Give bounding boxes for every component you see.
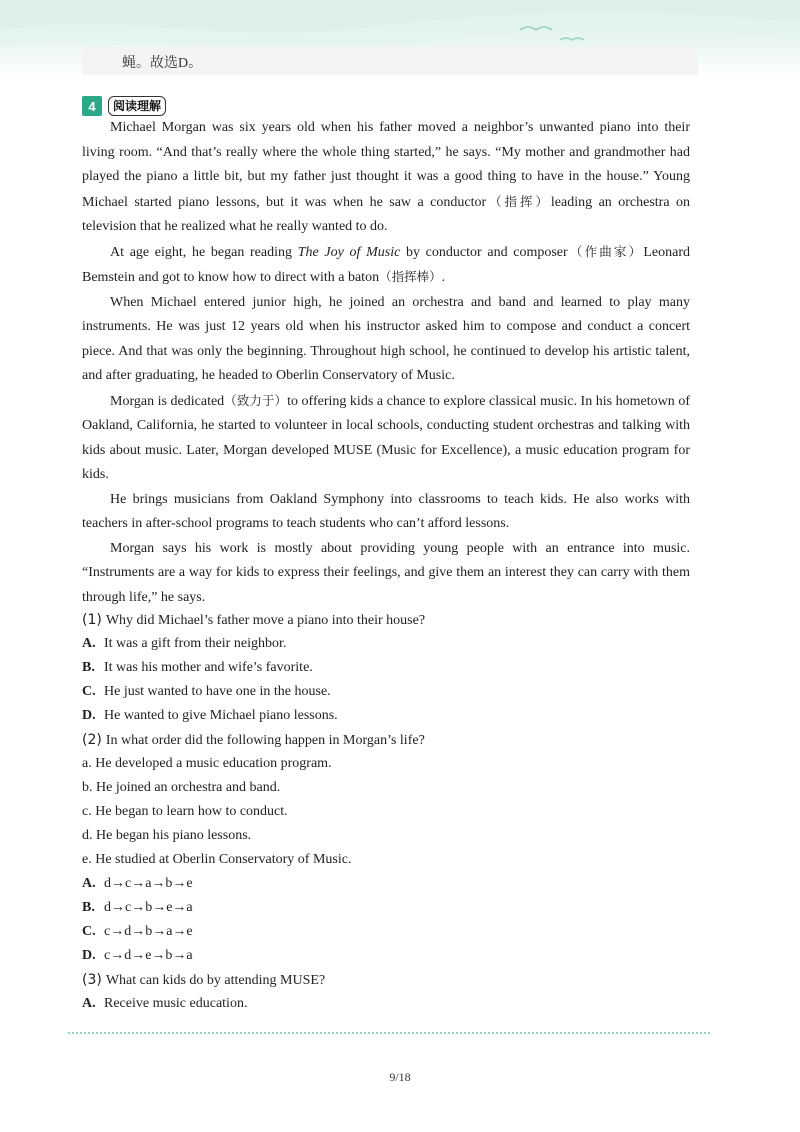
question-stem <box>82 728 690 752</box>
option-text: It was a gift from their neighbor. <box>104 636 287 651</box>
event-item: a. He developed a music education program. <box>82 756 332 771</box>
option-letter: D. <box>82 948 96 963</box>
answer-option[interactable] <box>82 992 690 1016</box>
passage-paragraph <box>82 116 690 240</box>
option-text: He just wanted to have one in the house. <box>104 684 331 699</box>
option-text: c→d→e→b→a <box>104 948 193 963</box>
chinese-gloss: （指挥棒） <box>379 269 442 284</box>
question-stem <box>82 608 690 632</box>
question-list <box>82 608 690 1016</box>
answer-option[interactable] <box>82 704 690 728</box>
sub-question-text: Why did Michael’s father move a piano into their house? <box>105 613 426 628</box>
dotted-divider <box>68 1032 710 1034</box>
passage-text: At age eight, he began reading <box>110 244 298 260</box>
passage-text: Morgan says his work is mostly about providing young people with an entrance into music. “Instruments are a way for kids to express their feelings, and give them an interest they can carry with them through life,” he says. <box>82 540 690 605</box>
event-item: c. He began to learn how to conduct. <box>82 804 288 819</box>
event-item: d. He began his piano lessons. <box>82 828 252 843</box>
answer-option[interactable] <box>82 680 690 704</box>
question-type: 阅读理解 <box>108 96 166 116</box>
option-letter: D. <box>82 708 96 723</box>
previous-answer-text: 蝇。故选D。 <box>122 56 203 71</box>
page-number: 9/18 <box>389 1070 411 1084</box>
passage-paragraph <box>82 240 690 291</box>
passage-text: . <box>441 270 446 285</box>
passage-text: leading an orchestra on television that he realized what he really wanted to do. <box>82 194 690 234</box>
answer-option[interactable] <box>82 944 690 968</box>
sub-question-text: In what order did the following happen in Morgan’s life? <box>105 733 425 748</box>
passage-text: to offering kids a chance to explore classical music. In his hometown of Oakland, California, he started to volunteer in local schools, conducting student orchestras and talking with kids about music. Later, Morgan developed MUSE (Music for Excellence), a music education program for kids. <box>82 393 690 482</box>
answer-option[interactable] <box>82 920 690 944</box>
book-title: The Joy of Music <box>297 244 401 260</box>
sub-question-number: (1) <box>82 612 102 628</box>
option-letter: C. <box>82 684 96 699</box>
answer-option[interactable] <box>82 656 690 680</box>
answer-option[interactable] <box>82 896 690 920</box>
passage-paragraph <box>82 537 690 611</box>
option-text: He wanted to give Michael piano lessons. <box>104 708 338 723</box>
chinese-gloss: （作曲家） <box>567 243 644 259</box>
passage-text: When Michael entered junior high, he joined an orchestra and band and learned to play many instruments. He was just 12 years old when his instructor asked him to compose and conduct a concert piece. And that was only the beginning. Throughout high school, he continued to develop his artistic talent, and after graduating, he headed to Oberlin Conservatory of Music. <box>82 294 690 383</box>
passage-text: Leonard Bemstein and got to know how to direct with a baton <box>82 244 690 285</box>
question-number: 4 <box>82 96 102 116</box>
answer-option[interactable] <box>82 872 690 896</box>
chinese-gloss: （致力于） <box>224 392 288 408</box>
passage-paragraph <box>82 389 690 488</box>
passage-text: Morgan is dedicated <box>110 393 225 409</box>
option-letter: A. <box>82 876 96 891</box>
event-item: b. He joined an orchestra and band. <box>82 780 281 795</box>
chinese-gloss: （指挥） <box>486 193 551 209</box>
passage-text: He brings musicians from Oakland Symphony into classrooms to teach kids. He also works with teachers in after-school programs to teach students who can’t afford lessons. <box>82 491 690 531</box>
sub-question-number: (2) <box>82 732 102 748</box>
answer-option[interactable] <box>82 632 690 656</box>
passage-paragraph <box>82 291 690 389</box>
reading-passage <box>82 116 690 610</box>
option-text: d→c→b→e→a <box>104 900 193 915</box>
question-stem <box>82 968 690 992</box>
option-text: It was his mother and wife’s favorite. <box>104 660 313 675</box>
option-letter: B. <box>82 900 95 915</box>
passage-paragraph <box>82 488 690 537</box>
option-letter: A. <box>82 996 96 1011</box>
option-letter: A. <box>82 636 96 651</box>
question-header <box>82 95 166 117</box>
event-item: e. He studied at Oberlin Conservatory of Music. <box>82 852 352 867</box>
passage-text: Michael Morgan was six years old when his father moved a neighbor’s unwanted piano into their living room. “And that’s really where the whole thing started,” he says. “My mother and grandmother had played the piano a little bit, but my father just thought it was a good thing to have in the house.” Young Michael started piano lessons, but it was when he saw a conductor <box>82 120 690 210</box>
option-text: Receive music education. <box>104 996 248 1011</box>
option-letter: B. <box>82 660 95 675</box>
sub-question-text: What can kids do by attending MUSE? <box>105 973 326 988</box>
passage-text: by conductor and composer <box>400 244 568 260</box>
option-letter: C. <box>82 924 96 939</box>
sub-question-number: (3) <box>82 972 102 988</box>
option-text: d→c→a→b→e <box>104 876 193 891</box>
option-text: c→d→b→a→e <box>104 924 193 939</box>
